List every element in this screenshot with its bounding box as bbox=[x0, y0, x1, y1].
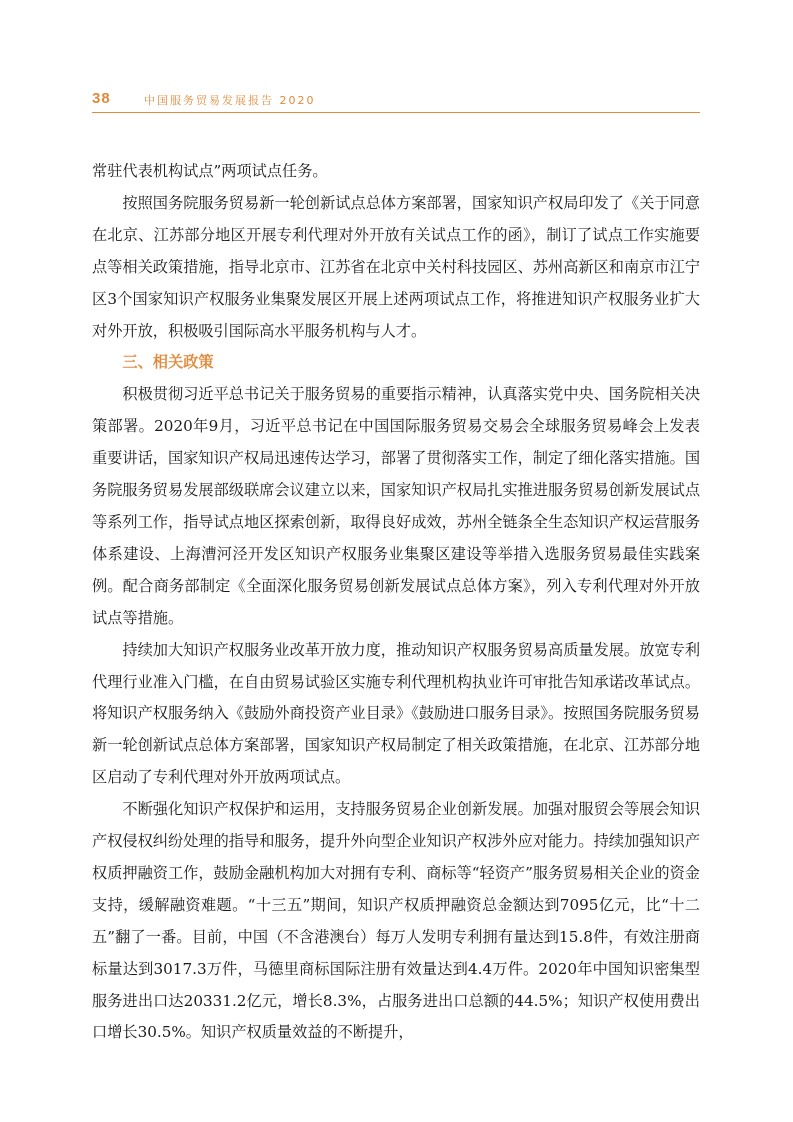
page-number: 38 bbox=[92, 90, 111, 107]
paragraph-reform-opening: 持续加大知识产权服务业改革开放力度，推动知识产权服务贸易高质量发展。放宽专利代理行业准入门槛，在自由贸易试验区实施专利代理机构执业许可审批告知承诺改革试点。将知识产权服务纳入《鼓励外商投资产业目录》《鼓励进口服务目录》。按照国务院服务贸易新一轮创新试点总体方案部署，国家知识产权局制定了相关政策措施，在北京、江苏部分地区启动了专利代理对外开放两项试点。 bbox=[92, 640, 700, 787]
body-text bbox=[92, 156, 700, 1049]
page-header bbox=[92, 90, 700, 114]
paragraph-pilot-program: 按照国务院服务贸易新一轮创新试点总体方案部署，国家知识产权局印发了《关于同意在北京、江苏部分地区开展专利代理对外开放有关试点工作的函》，制订了试点工作实施要点等相关政策措施，指导北京市、江苏省在北京中关村科技园区、苏州高新区和南京市江宁区3个国家知识产权服务业集聚发展区开展上述两项试点工作，将推进知识产权服务业扩大对外开放，积极吸引国际高水平服务机构与人才。 bbox=[92, 193, 700, 340]
running-title: 中国服务贸易发展报告 2020 bbox=[144, 94, 316, 107]
paragraph-continuation: 常驻代表机构试点”两项试点任务。 bbox=[92, 162, 328, 180]
section-heading: 三、相关政策 bbox=[122, 353, 214, 372]
paragraph-protection-utilization: 不断强化知识产权保护和运用，支持服务贸易企业创新发展。加强对服贸会等展会知识产权侵权纠纷处理的指导和服务，提升外向型企业知识产权涉外应对能力。持续加强知识产权质押融资工作，鼓励金融机构加大对拥有专利、商标等“轻资产”服务贸易相关企业的资金支持，缓解融资难题。“十三五”期间，知识产权质押融资总金额达到7095亿元，比“十二五”翻了一番。目前，中国（不含港澳台）每万人发明专利拥有量达到15.8件，有效注册商标量达到3017.3万件，马德里商标国际注册有效量达到4.4万件。2020年中国知识密集型服务进出口达20331.2亿元，增长8.3%，占服务进出口总额的44.5%；知识产权使用费出口增长30.5%。知识产权质量效益的不断提升， bbox=[92, 800, 700, 1042]
paragraph-policy-implementation: 积极贯彻习近平总书记关于服务贸易的重要指示精神，认真落实党中央、国务院相关决策部署。2020年9月，习近平总书记在中国国际服务贸易交易会全球服务贸易峰会上发表重要讲话，国家知识产权局迅速传达学习，部署了贯彻落实工作，制定了细化落实措施。国务院服务贸易发展部级联席会议建立以来，国家知识产权局扎实推进服务贸易创新发展试点等系列工作，指导试点地区探索创新，取得良好成效，苏州全链条全生态知识产权运营服务体系建设、上海漕河泾开发区知识产权服务业集聚区建设等举措入选服务贸易最佳实践案例。配合商务部制定《全面深化服务贸易创新发展试点总体方案》，列入专利代理对外开放试点等措施。 bbox=[92, 385, 700, 627]
header-divider bbox=[92, 112, 700, 113]
